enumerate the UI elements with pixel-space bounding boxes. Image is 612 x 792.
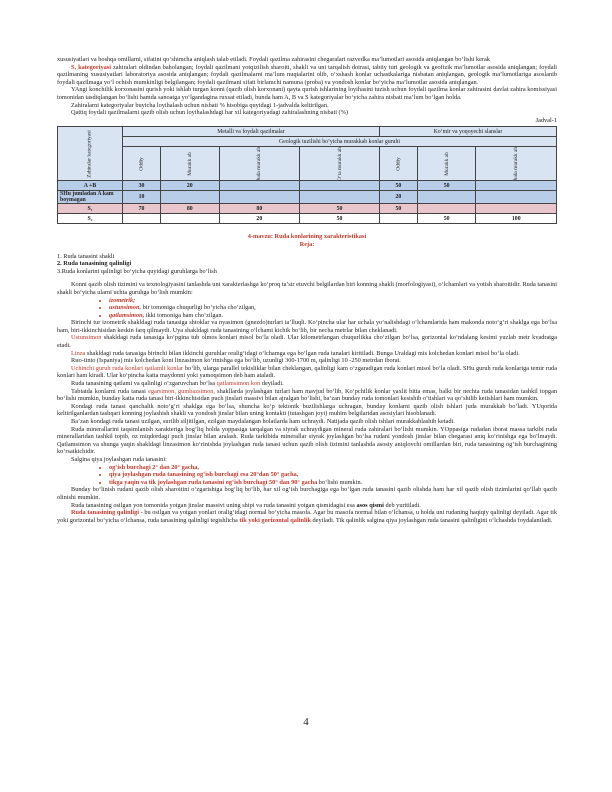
table-cell: 50 xyxy=(300,204,380,214)
table-cell xyxy=(417,191,476,204)
table-cell: 100 xyxy=(476,214,557,224)
table-cell xyxy=(300,181,380,191)
dip-item: • tikga yaqin va tik joylashgan ruda tanasini og‘ish burchagi 50° dan 90° gacha bo‘lishi mumkin. xyxy=(109,479,557,487)
table-col-header: Oddiy xyxy=(123,147,161,181)
plan-heading: Reja: xyxy=(299,240,315,248)
body-paragraph: Ba’zan kondagi ruda tanasi uzilgan, surilib siljitilgan, ezilgan maydalangan holatlarda ham uchraydi. Natijada qazib olish ishlari murakkablashib ketadi. xyxy=(71,418,455,425)
table-cell xyxy=(123,214,161,224)
body-paragraph: Bunday bo‘linish rudani qazib olish sharoitini o‘zgarishiga bog‘liq bo‘lib, har xil og‘ish burchagiga ega bo‘lgan ruda tanasini qazib olishda ham har xil qazib olish tizimlarini qo‘llab qazib olinishi mumkin. xyxy=(57,486,557,501)
dip-angle-list xyxy=(57,464,557,487)
table-row xyxy=(58,204,557,214)
plan-item: 3.Ruda konlarini qalinligi bo‘yicha quyidagi guruhlarga bo‘lish xyxy=(57,267,217,275)
table-group-coal: Ko‘mir va yoqoyechi slanslar xyxy=(379,127,556,137)
body-paragraph: Ruda minerallarini taqsimlanish xarakteriga bog‘liq holda yoppasiga tarqalgan va siyrak uchraydigan mineral ruda zahiralari bo‘lishi mumkin. YOppasiga rudadan iborat massa tarkibi ruda minerallaridan tashkil topib, oz miqdordagi puch jinslar bilan aralash. Ruda tarkibida minerallar siyrak joylashgan bo‘lsa rudani yondosh jinslar bilan chegarasi aniq ko‘rinishga ega bo‘lmaydi. Qatlamsimon va shunga yaqin shakldagi linzasimon ko‘rinishda joylashgan ruda tanasi uchun qazib olish tizimini tanlashda asosiy aniqlovchi omillardan biri, ruda tanasining og‘ish burchagining ko‘rsatkichidir. xyxy=(57,425,557,456)
intro-line: xususiyatlari va boshqa omillarni, sifatini qo‘shimcha aniqlash talab etiladi. Foydali qazilma zahirasini chegaralari razvedka ma’lumotlari asosida aniqlangan bo‘lishi kerak xyxy=(57,56,490,63)
body-paragraph: Tabiatda konlarni ruda tanasi egarsimon, gumbazsimon, shakllarda joylashgan turlari ham mavjud bo‘lib, Ko‘pchilik konlar yaxlit bitta emas, balki bir nechta ruda tanasidan tashkil topgan bo‘lishi mumkin, bunday katta ruda tanasi biri-ikkinchisidan puch jinslari massivi bilan ajralgan bo‘lishi, ba’zan bunday ruda tomonlari kesishib o‘tishlari va qo‘shilib ketishlari ham mumkin. xyxy=(57,387,558,403)
table-group-metals: Metalli va foydali qazilmalar xyxy=(123,127,380,137)
reserves-table xyxy=(57,126,557,224)
table-col-header: Juda murakk ab xyxy=(219,147,299,181)
table-cell xyxy=(160,191,219,204)
dip-item: • qiya joylashgan ruda tanasining og‘ish burchagi esa 20°dan 50° gacha, xyxy=(109,471,557,479)
shape-item: • ustunsimon, bir tomoniga chuqurligi bo‘yicha cho‘zilgan, xyxy=(109,304,557,312)
table-row-label: S₁ xyxy=(58,204,123,214)
body-paragraph: Ruda tanasining qatlami va qalinligi o‘zgaruvchan bo‘lsa qatlamsimon kon deyiladi. xyxy=(71,380,284,388)
body-paragraph: Salgina qiya joylashgan ruda tanasini: xyxy=(71,455,167,463)
table-col-header: Juda murakk ab xyxy=(476,147,557,181)
table-cell: 50 xyxy=(379,181,417,191)
table-cell: 50 xyxy=(417,181,476,191)
table-cell xyxy=(379,214,417,224)
table-cell: 20 xyxy=(160,181,219,191)
table-cell: 50 xyxy=(379,204,417,214)
intro-paragraph-2: YAngi konchilik korxonasini qurish yoki ishlab turgan konni (qazib olish korxonani) qayta qurish ishlarining loyihasini tuzish uchun foydali qazilma konlar zahirasini davlat zahira komissiyasi tomonidan tasdiqlangan bo‘lishi hamda sanoatga yo‘lgandagina ruxsat etiladi, bunda ham A, B va S kategoriyalar bo‘yicha zahira nisbati ma’lum bo‘lgan holda. xyxy=(57,86,557,101)
category-c1-label: S, kategoriyasi xyxy=(71,63,111,71)
table-corner: Zahiralar kategoriyasi xyxy=(58,127,123,181)
table-cell: 50 xyxy=(417,214,476,224)
shape-item: • qatlamsimon, ikki tomoniga ham cho‘zilgan. xyxy=(109,312,557,320)
intro-paragraph-3: Zahiralarni kategoriyalar buyicha loyihalash uchun nisbati % hisobiga quyidagi 1-jadvalda keltirilgan. xyxy=(71,101,329,109)
document-page xyxy=(57,56,557,524)
body-paragraph: Kondagi ruda tanasi qanchalik noto‘g‘ri shaklga ega bo‘lsa, shuncha ko‘p tektonik buzilishlarga uchragan, bunday konlarni qazib olish ishlari juda murakkab bo‘ladi. YUqorida keltirilganlardan tashqari konning joylashish shakli va yondosh jinslar bilan uning kontakti (tutashgan joyi) muhim belgilaridan asosiylari hisoblanadi. xyxy=(57,402,557,418)
table-cell: 80 xyxy=(219,204,299,214)
table-cell: 70 xyxy=(123,204,161,214)
plan-item: 2. Ruda tanasining qalinligi xyxy=(57,260,132,268)
category-c1-paragraph xyxy=(57,64,557,87)
table-cell xyxy=(219,181,299,191)
intro-paragraph-4: Qattiq foydali qazilmalarni qazib olish uchun loyihalashdagi har xil kategoriyadagi zahiralashning nisbati (%) xyxy=(71,109,348,117)
table-row xyxy=(58,181,557,191)
table-cell xyxy=(300,191,380,204)
table-cell: 20 xyxy=(379,191,417,204)
body-paragraph: Ruda tanasining osilgan yon tomonida yotgan jinslar massivi uning shipi va ruda tanasini yotgan qismidagisi esa asos qismi deb yuritiladi. xyxy=(71,501,421,509)
body-paragraph: Konni qazib olish tizimini va texnologiyasini tanlashda uni xarakterlashga ko‘proq ta’sir etuvchi belgilardan biri konning shakli (morfologiyasi), o‘lchamlari va yotish sharoitidir. Ruda tanasini shakli bo‘yicha ularni uchta guruhga bo‘lish mumkin: xyxy=(57,281,557,296)
table-cell: 30 xyxy=(123,181,161,191)
shape-item: • izometrik; xyxy=(109,297,557,305)
table-col-header: Oddiy xyxy=(379,147,417,181)
table-cell xyxy=(219,191,299,204)
table-col-header: Murakk ab xyxy=(417,147,476,181)
table-cell xyxy=(476,181,557,191)
table-cell xyxy=(160,214,219,224)
topic-title: 4-mavzu: Ruda konlarining xarakteristikasi xyxy=(247,233,367,241)
table-col-header: O‘ta murakk ab xyxy=(300,147,380,181)
table-cell xyxy=(417,204,476,214)
table-row xyxy=(58,214,557,224)
table-row-label: SHu jumladan A kam boymagan xyxy=(58,191,123,204)
page-number: 4 xyxy=(303,716,309,728)
table-caption: Jadval-1 xyxy=(535,116,557,124)
body-paragraph: Ustunsimon shakldagi ruda tanasiga ko‘pgina tub olmos konlari misol bo‘la oladi. Ular kilometrlangan chuqurlikka cho‘zilgan bo‘lsa, gorizontal ko‘ndalang kesimi yuzlab metr kvadratga etadi. xyxy=(57,334,557,350)
table-cell xyxy=(476,204,557,214)
body-paragraph: Uchinchi guruh ruda konlari qatlamli konlar bo‘lib, ularga parallel tekisliklar bilan cheklangan, qalinligi kam o‘zgaradigan ruda konlari misol bo‘la oladi. SHu guruh ruda konlariga temir ruda konlari ham kiradi. Ular ko‘pincha katta maydonni yoki yamoqsimon deb ham ataladi. xyxy=(57,364,557,380)
body-paragraph: Birinchi tur izometrik shakldagi ruda tanasiga shtoklar va nyasimon (gnezdo)turlari ta’lluqli. Ko‘pincha ular har uchala yo‘nalishdagi o‘lchamlarida ham makonda noto‘g‘ri shaklga ega bo‘lsa ham, biri-ikkinchisidan keskin farq qilmaydi. Uya shakldagi ruda tanasining o‘lchami kichik bo‘lib, bir necha metrlar bilan cheklanadi. xyxy=(57,319,557,334)
body-paragraph: Ruda tanasining qalinligi - bu osilgan va yotgan yonlari oralig‘idagi normal bo‘yicha masofa. Agar bu masofa normal bilan o‘lchansa, u holda uni rudaning haqiqiy qalinligi deyiladi. Agar tik yoki gorizontal bo‘yicha o‘lchansa, ruda tanasining qalinligi tegishlicha tik yoki gorizontal qalinlik deyiladi. Tik qalinlik salgina qiya joylashgan ruda tanasini qalinligini o‘lchashda foydalaniladi. xyxy=(57,509,557,524)
table-col-header: Murakk ab xyxy=(160,147,219,181)
table-row xyxy=(58,191,557,204)
body-paragraph: Linza shakldagi ruda tanasiga birinchi bilan ikkinchi guruhlar oralig‘idagi o‘lchamga ega bo‘lgan ruda tanalari kiritiladi. Bunga Uraldagi mis kolchedan konlari misol bo‘la oladi. xyxy=(71,349,520,357)
table-cell: 50 xyxy=(300,214,380,224)
dip-item: • og‘ish burchagi 2° dan 20° gacha, xyxy=(109,464,557,472)
body-paragraph: Rио-tinto (Ispaniya) mis kolchedan koni linzasimon ko‘rinishga ega bo‘lib, uzunligi 300-1700 m, qalinligi 10 -250 metrdan iborat. xyxy=(71,357,401,365)
table-subgroup: Geologik tuzilishi bo‘yicha murakkab konlar guruhi xyxy=(123,137,557,147)
table-cell xyxy=(476,191,557,204)
plan-item: 1. Ruda tanasini shakli xyxy=(57,252,115,260)
table-cell: 80 xyxy=(160,204,219,214)
shape-list xyxy=(57,297,557,320)
category-c1-text: zahiralari oldindan baholangan; foydali qazilmani yotqizilish sharoiti, shakli va uni tarqalish doirasi, tabiiy turi geologik va geofizik ma’lumotlar asosida aniqlangan; foydali qazilmaning xususiyatlari laboratoriya asosida aniqlangan; foydali qazilmalarni ma’lum nuqtalarini olib, o‘xshash konlar uchastkalariga nisbatan aniqlangan, geologik ma’lumotlariga asoslanib foydali qazilmaga yo‘l ochish mumkinligi belgilangan; foydali qazilmani sifati birlamchi namuna (proba) va yondosh konlar bo‘yicha ma’lumotlar asosida aniqlangan. xyxy=(57,63,558,86)
table-row-label: S₂ xyxy=(58,214,123,224)
table-cell: 10 xyxy=(123,191,161,204)
table-cell: 20 xyxy=(219,214,299,224)
table-row-label: A +B xyxy=(58,181,123,191)
